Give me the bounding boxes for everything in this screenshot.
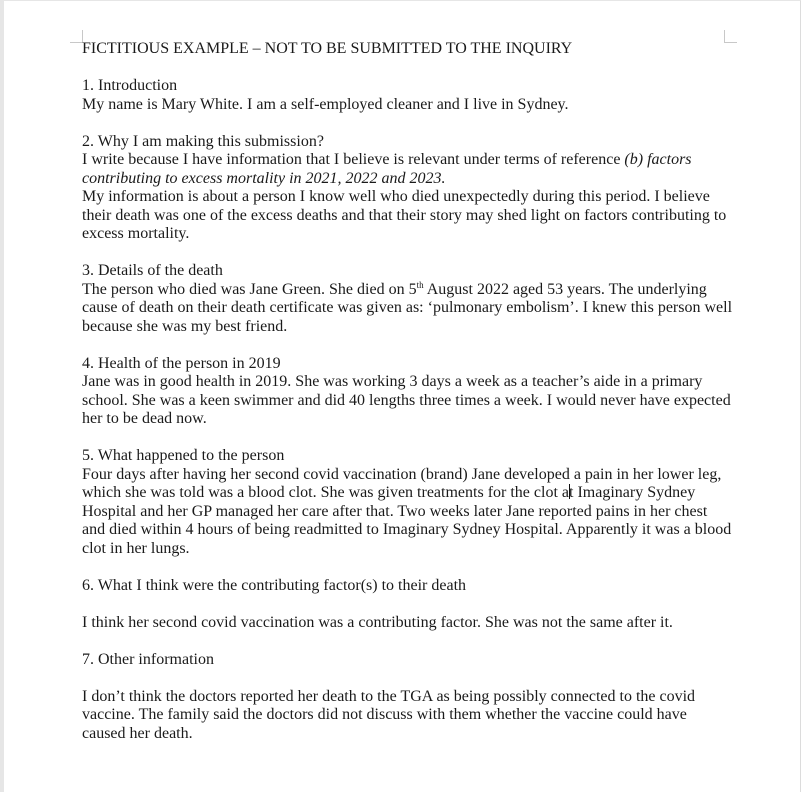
section-2-body [82, 151, 732, 188]
section-5-heading: 5. What happened to the person [82, 447, 285, 464]
section-7-heading: 7. Other information [82, 650, 214, 668]
section-3-body [82, 281, 732, 337]
section-4-body: Jane was in good health in 2019. She was working 3 days a week as a teacher’s aide in a primary school. She was a keen swimmer and did 40 lengths three times a week. I would never have expected her to be dead now. [82, 373, 731, 427]
section-2-heading: 2. Why I am making this submission? [82, 132, 324, 150]
section-4-heading: 4. Health of the person in 2019 [82, 354, 281, 372]
section-7-body: I don’t think the doctors reported her death to the TGA as being possibly connected to the covid vaccine. The family said the doctors did not discuss with them whether the vaccine could have caused her death. [82, 687, 696, 742]
section-5-text-a: Four days after having her second covid vaccination (brand) Jane developed a pain in her lower leg, which she was told was a blood clot. She was given treatments for the clot a [82, 465, 722, 501]
terms-of-reference-italic: (b) factors contributing to excess mortality in 2021, 2022 and 2023. [82, 151, 692, 187]
section-1-body: My name is Mary White. I am a self-employed cleaner and I live in Sydney. [82, 95, 569, 113]
section-1-heading: 1. Introduction [82, 77, 178, 94]
section-3-text-a: The person who died was Jane Green. She died on 5 [82, 280, 417, 298]
document-body[interactable] [82, 40, 732, 743]
ordinal-suffix: th [416, 279, 424, 290]
document-header: FICTITIOUS EXAMPLE – NOT TO BE SUBMITTED TO THE INQUIRY [82, 40, 573, 57]
section-6-body: I think her second covid vaccination was a contributing factor. She was not the same after it. [82, 613, 673, 631]
section-3-heading: 3. Details of the death [82, 262, 223, 279]
section-6-heading: 6. What I think were the contributing factor(s) to their death [82, 576, 467, 594]
section-2-body-2: My information is about a person I know well who died unexpectedly during this period. I believe their death was one of the excess deaths and that their story may shed light on factors contributing to excess mortality. [82, 188, 727, 242]
section-3-text-b: August 2022 aged 53 years. The underlying cause of death on their death certificate was given as: ‘pulmonary embolism’. I knew this person well because she was my best friend. [82, 280, 733, 335]
section-5-text-b: t Imaginary Sydney Hospital and her GP managed her care after that. Two weeks later Jane reported pains in her chest and died within 4 hours of being readmitted to Imaginary Sydney Hospital. Apparently it was a blood clot in her lungs. [82, 484, 732, 557]
section-2-body-text: I write because I have information that I believe is relevant under terms of reference [82, 151, 625, 168]
section-5-body [82, 466, 732, 559]
